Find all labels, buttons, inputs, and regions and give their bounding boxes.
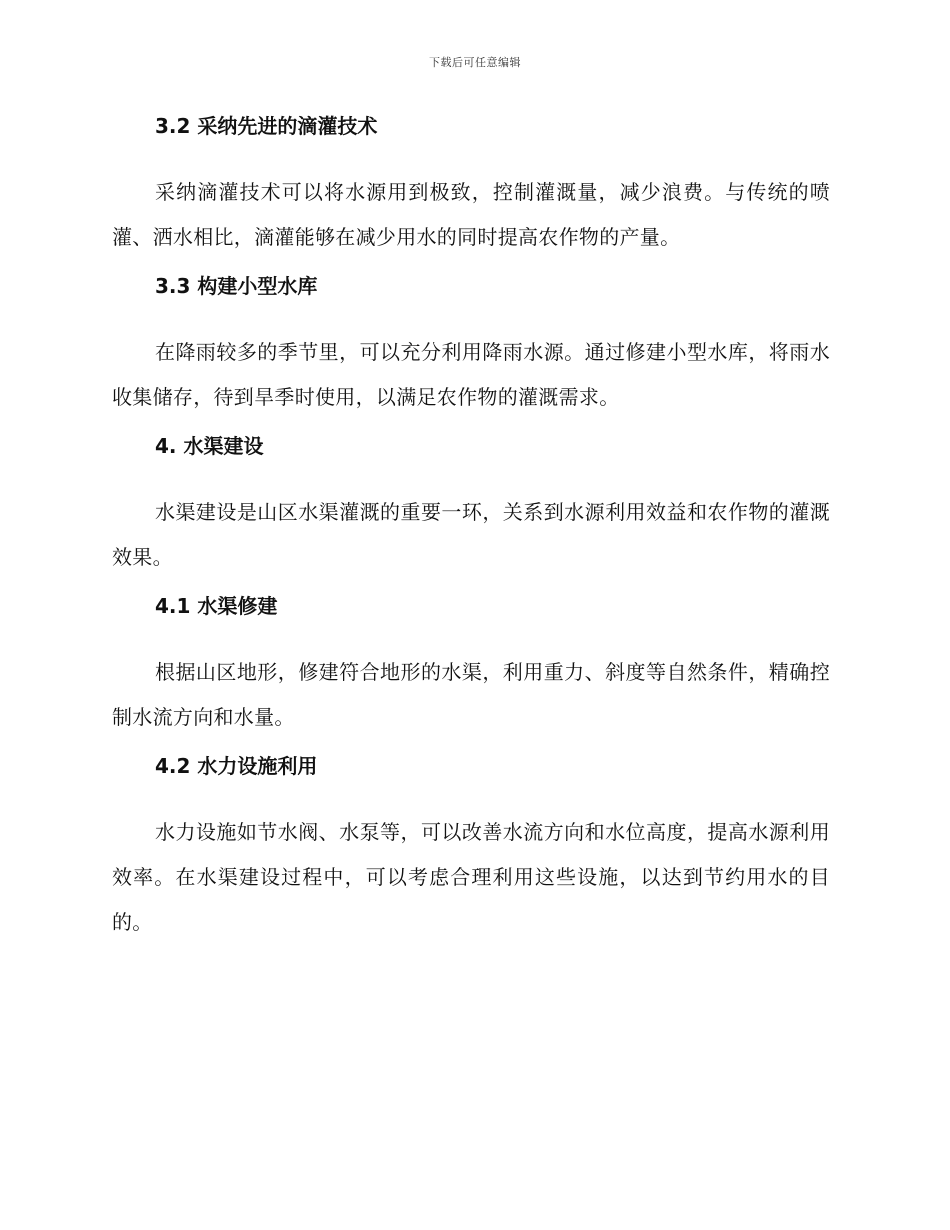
document-body [112, 112, 830, 957]
section-3-2 [112, 110, 830, 260]
section-4-2 [112, 750, 830, 945]
section-heading: 3.2 采纳先进的滴灌技术 [155, 114, 378, 138]
section-paragraph: 水力设施如节水阀、水泵等，可以改善水流方向和水位高度，提高水源利用效率。在水渠建设过程中，可以考虑合理利用这些设施，以达到节约用水的目的。 [112, 820, 830, 934]
section-4-1 [112, 590, 830, 740]
section-paragraph: 在降雨较多的季节里，可以充分利用降雨水源。通过修建小型水库，将雨水收集储存，待到旱季时使用，以满足农作物的灌溉需求。 [112, 340, 830, 409]
section-4 [112, 430, 830, 580]
section-paragraph: 采纳滴灌技术可以将水源用到极致，控制灌溉量，减少浪费。与传统的喷灌、洒水相比，滴灌能够在减少用水的同时提高农作物的产量。 [112, 180, 830, 249]
section-heading: 4.2 水力设施利用 [155, 754, 318, 778]
page-header: 下载后可任意编辑 [429, 56, 521, 69]
section-paragraph: 水渠建设是山区水渠灌溉的重要一环，关系到水源利用效益和农作物的灌溉效果。 [112, 500, 830, 569]
section-heading: 4. 水渠建设 [155, 434, 264, 458]
section-heading: 3.3 构建小型水库 [155, 274, 318, 298]
section-3-3 [112, 270, 830, 420]
section-paragraph: 根据山区地形，修建符合地形的水渠，利用重力、斜度等自然条件，精确控制水流方向和水量。 [112, 660, 830, 729]
section-heading: 4.1 水渠修建 [155, 594, 278, 618]
